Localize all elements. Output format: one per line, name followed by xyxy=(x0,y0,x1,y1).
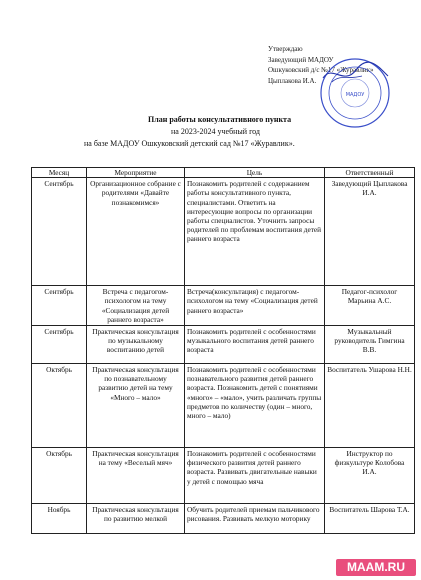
document-basis: на базе МАДОУ Ошкуковский детский сад №17 «Журавлик». xyxy=(84,139,295,148)
table-row xyxy=(32,364,415,448)
cell-responsible: Музыкальный руководитель Гимгина В.В. xyxy=(325,326,415,364)
cell-responsible: Воспитатель Шарова Т.А. xyxy=(325,504,415,534)
approval-line-position: Заведующий МАДОУ xyxy=(268,55,334,64)
table-row xyxy=(32,504,415,534)
header-responsible: Ответственный xyxy=(325,168,415,178)
maam-logo[interactable]: MAAM.RU xyxy=(336,559,416,576)
cell-goal: Познакомить родителей с особенностями физического развития детей раннего возраста. Развивать двигательные навыки у детей с помощью мяча xyxy=(185,448,325,504)
cell-month: Октябрь xyxy=(32,364,87,448)
cell-month: Сентябрь xyxy=(32,178,87,286)
cell-goal: Познакомить родителей с особенностями познавательного развития детей раннего возраста. Познакомить детей с понятиями «много» – «мало», учить различать группы предметов по количеству (один – много, много – мало) xyxy=(185,364,325,448)
header-goal: Цель xyxy=(185,168,325,178)
table-row xyxy=(32,448,415,504)
cell-responsible: Воспитатель Ушарова Н.Н. xyxy=(325,364,415,448)
official-stamp-seal xyxy=(318,56,392,130)
svg-text:МАДОУ: МАДОУ xyxy=(345,92,365,98)
table-row xyxy=(32,178,415,286)
approval-line-approve: Утверждаю xyxy=(268,45,303,53)
cell-responsible: Педагог-психолог Марьина А.С. xyxy=(325,286,415,326)
cell-month: Сентябрь xyxy=(32,326,87,364)
header-event: Мероприятие xyxy=(87,168,185,178)
table-header-row xyxy=(32,168,415,178)
cell-responsible: Инструктор по физкультуре Колобова И.А. xyxy=(325,448,415,504)
cell-month: Октябрь xyxy=(32,448,87,504)
cell-event: Встреча с педагогом-психологом на тему «Социализация детей раннего возраста» xyxy=(87,286,185,326)
cell-goal: Познакомить родителей с содержанием работы консультативного пункта, специалистами. Ответить на интересующие вопросы по организации работы специалистов. Уточнить запросы родителей по проблемам воспитания детей раннего возраста xyxy=(185,178,325,286)
table-row xyxy=(32,326,415,364)
cell-responsible: Заведующий Цыплакова И.А. xyxy=(325,178,415,286)
cell-goal: Встреча(консультация) с педагогом- психологом на тему «Социализация детей раннего возраста» xyxy=(185,286,325,326)
document-title: План работы консультативного пункта xyxy=(148,115,292,124)
cell-month: Ноябрь xyxy=(32,504,87,534)
cell-event: Практическая консультация по музыкальному воспитанию детей xyxy=(87,326,185,364)
cell-event: Практическая консультация на тему «Веселый мяч» xyxy=(87,448,185,504)
cell-event: Практическая консультация по познавательному развитию детей на тему «Много – мало» xyxy=(87,364,185,448)
approval-line-organization: Ошкуковский д/с №17 «Журавлик» xyxy=(268,66,374,74)
cell-event: Практическая консультация по развитию мелкой xyxy=(87,504,185,534)
cell-event: Организационное собрание с родителями «Давайте познакомимся» xyxy=(87,178,185,286)
consultation-plan-table xyxy=(31,167,415,534)
cell-month: Сентябрь xyxy=(32,286,87,326)
cell-goal: Обучить родителей приемам пальчикового рисования. Развивать мелкую моторику xyxy=(185,504,325,534)
table-row xyxy=(32,286,415,326)
document-year: на 2023-2024 учебный год xyxy=(171,127,260,136)
header-month: Месяц xyxy=(32,168,87,178)
approval-line-name: Цыплакова И.А. xyxy=(268,76,317,85)
cell-goal: Познакомить родителей с особенностями музыкального воспитания детей раннего возраста xyxy=(185,326,325,364)
